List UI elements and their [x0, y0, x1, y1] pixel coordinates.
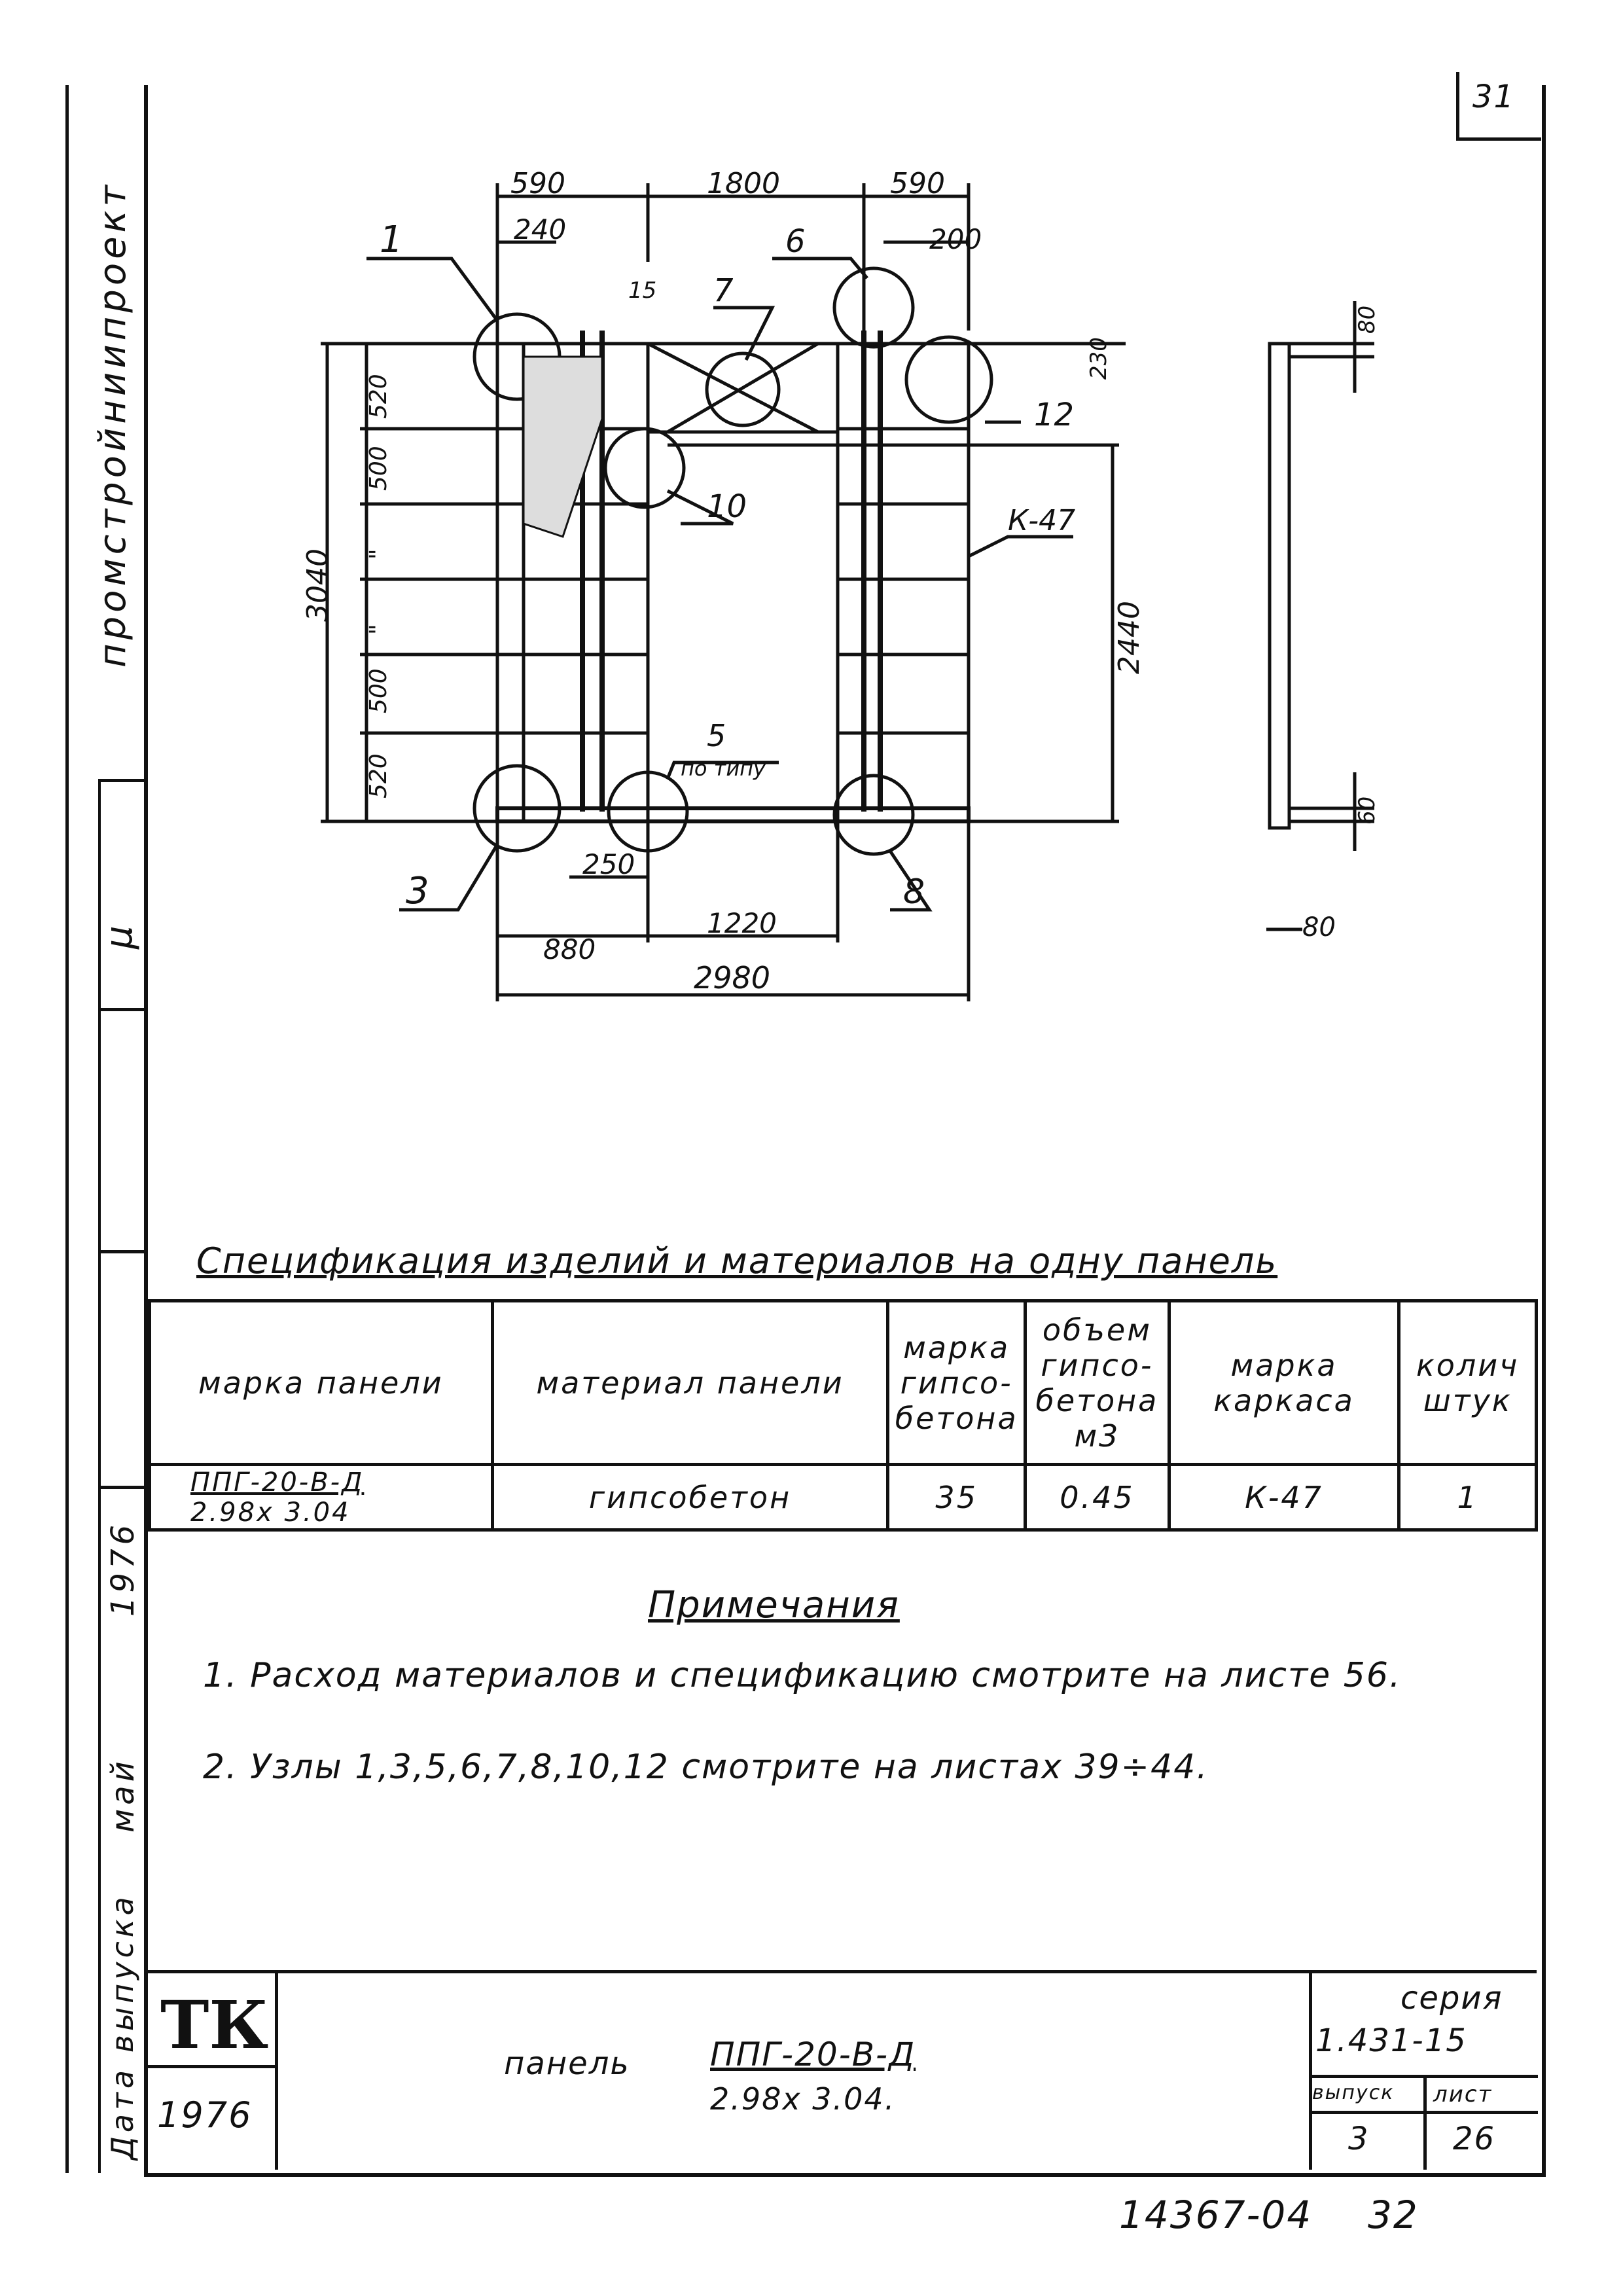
callout-circle-12 [906, 337, 991, 422]
spec-table [148, 1299, 1538, 1532]
tb-sheet-label: лист [1433, 2081, 1493, 2108]
side-sign: μ [98, 922, 141, 949]
tb-year: 1976 [157, 2094, 253, 2136]
dim-top2-3: 15 [628, 278, 657, 304]
margin-divider-3 [98, 1250, 144, 1253]
tb-issue-label: выпуск [1312, 2081, 1395, 2104]
margin-divider-4 [98, 1486, 144, 1489]
note-2: 2. Узлы 1,3,5,6,7,8,10,12 смотрите на листах 39÷44. [203, 1748, 1209, 1787]
spec-header-volume: объем гипсо-бетона м3 [1026, 1301, 1169, 1465]
side-section [1270, 344, 1289, 828]
corner-mark: 31 [1472, 79, 1516, 115]
callout-k47: К-47 [1008, 504, 1076, 537]
dim-left-4: " [365, 624, 392, 635]
spec-header-grade: марка гипсо-бетона [888, 1301, 1026, 1465]
tb-issue-value: 3 [1348, 2121, 1370, 2157]
callout-5: 5 [707, 718, 726, 753]
callout-6: 6 [785, 223, 806, 260]
spec-cell-grade: 35 [888, 1465, 1026, 1530]
spec-header-material: материал панели [492, 1301, 888, 1465]
spec-title: Спецификация изделий и материалов на одну панель [196, 1240, 1278, 1282]
spec-mark-line2: 2.98х 3.04 [190, 1497, 351, 1528]
callout-7: 7 [713, 272, 734, 309]
callout-10: 10 [707, 488, 747, 525]
dim-top2-1: 240 [514, 213, 567, 245]
tb-series-value: 1.431-15 [1315, 2022, 1467, 2059]
spec-header-qty: колич штук [1399, 1301, 1537, 1465]
spec-header-row [150, 1301, 1537, 1465]
notes-title: Примечания [648, 1584, 900, 1626]
callout-potipu: по типу [681, 756, 766, 781]
side-dim-width: 80 [1302, 912, 1336, 942]
spec-cell-qty: 1 [1399, 1465, 1537, 1530]
dim-left-6: 520 [365, 753, 392, 798]
tb-name-size: 2.98х 3.04. [710, 2081, 896, 2117]
footer-code: 14367-04 [1119, 2193, 1313, 2237]
spec-header-frame: марка каркаса [1169, 1301, 1399, 1465]
dim-bottom-250: 250 [582, 848, 635, 880]
spec-cell-frame: К-47 [1169, 1465, 1399, 1530]
callout-circle-8 [834, 776, 913, 854]
spec-header-mark: марка панели [150, 1301, 493, 1465]
tb-logo: ТК [160, 1986, 269, 2064]
side-month: май [105, 1757, 141, 1833]
tb-logo-divider [144, 2065, 275, 2068]
side-dim-top: 80 [1354, 305, 1380, 334]
spec-data-row [150, 1465, 1537, 1530]
tb-sheet-value: 26 [1453, 2121, 1496, 2157]
dim-bottom-1220: 1220 [707, 907, 777, 939]
dim-left-1: 520 [365, 374, 392, 419]
spec-mark-line1: ППГ-20-В-Д [190, 1467, 365, 1498]
dim-height: 3040 [301, 548, 334, 622]
dim-inner: 2440 [1113, 601, 1146, 674]
footer-page: 32 [1368, 2193, 1419, 2237]
dim-top2-2: 200 [929, 223, 982, 255]
dim-left-5: 500 [365, 668, 392, 713]
side-year: 1976 [105, 1520, 141, 1617]
dim-top-1: 590 [510, 167, 565, 200]
tb-name-code: ППГ-20-В-Д [710, 2036, 916, 2073]
tb-name-prefix: панель [504, 2045, 630, 2082]
callout-circle-6 [834, 268, 913, 347]
side-dim-bottom: 60 [1354, 796, 1380, 825]
side-org-label: промстройниипроект [92, 181, 134, 668]
dim-bottom-2980: 2980 [694, 960, 771, 996]
callout-circle-10 [605, 429, 684, 507]
spec-cell-volume: 0.45 [1026, 1465, 1169, 1530]
callout-12: 12 [1034, 397, 1075, 433]
side-date-label: Дата выпуска [105, 1893, 140, 2160]
callout-8: 8 [903, 872, 925, 912]
dim-left-2: 500 [365, 446, 392, 491]
dim-230: 230 [1086, 337, 1112, 380]
callout-1: 1 [380, 219, 403, 261]
callout-3: 3 [406, 870, 429, 912]
note-1: 1. Расход материалов и спецификацию смотрите на листе 56. [203, 1656, 1402, 1695]
spec-cell-mark [150, 1465, 493, 1530]
spec-cell-material: гипсобетон [492, 1465, 888, 1530]
dim-top-3: 590 [890, 167, 945, 200]
dim-top-2: 1800 [707, 167, 780, 200]
dim-bottom-880: 880 [543, 933, 596, 965]
tb-issue-vline [1423, 2075, 1427, 2170]
tb-series-label: серия [1400, 1980, 1503, 2017]
dim-left-3: " [365, 548, 392, 560]
